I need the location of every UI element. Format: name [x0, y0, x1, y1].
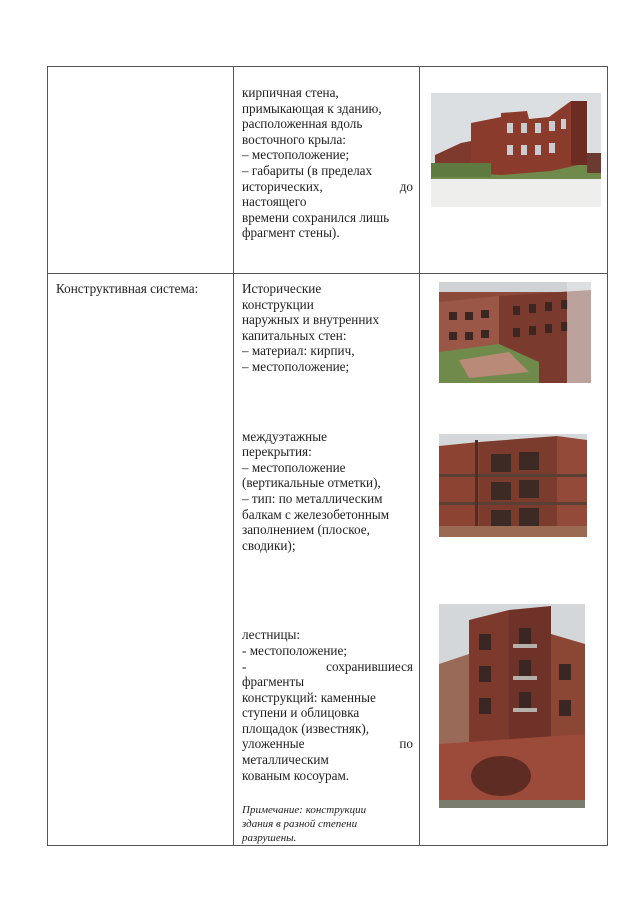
text-line: балкам с железобетонным — [242, 506, 390, 522]
text-line: перекрытия: — [242, 444, 312, 460]
east-wall-photo — [431, 93, 601, 207]
text-line: площадок (известняк), — [242, 720, 370, 736]
text-line: конструкций: каменные — [242, 689, 376, 705]
text-line: – материал: кирпич, — [242, 343, 355, 359]
row1-middle-cell — [234, 67, 420, 274]
text-line: сводики); — [242, 537, 296, 553]
text-word: до — [399, 178, 413, 194]
text-line: конструкции — [242, 296, 314, 312]
text-line: наружных и внутренних — [242, 312, 380, 328]
justified-line — [242, 179, 413, 195]
text-line: (вертикальные отметки), — [242, 475, 381, 491]
text-line: настоящего — [242, 194, 307, 210]
text-line: восточного крыла: — [242, 131, 346, 147]
justified-line — [242, 736, 413, 752]
text-line: фрагменты — [242, 674, 305, 690]
floors-block — [242, 429, 413, 554]
note-line: здания в разной степени — [242, 818, 358, 831]
east-wall-description — [234, 67, 419, 241]
text-line: лестницы: — [242, 627, 301, 643]
note-line: Примечание: конструкции — [242, 804, 367, 817]
text-word: сохранившиеся — [326, 658, 413, 674]
text-line: - местоположение; — [242, 642, 347, 658]
text-line: капитальных стен: — [242, 327, 347, 343]
structural-description — [234, 274, 419, 845]
walls-block — [242, 281, 413, 375]
text-line: кирпичная стена, — [242, 85, 339, 100]
section-label: Конструктивная система: — [56, 281, 199, 296]
row2-middle-cell — [234, 274, 420, 846]
note-text — [242, 803, 413, 845]
text-line: заполнением (плоское, — [242, 522, 370, 538]
row2-left-cell — [48, 274, 234, 846]
text-line: фрагмент стены). — [242, 225, 340, 241]
text-word: по — [399, 736, 413, 752]
text-line: Исторические — [242, 281, 322, 296]
text-line: времени сохранился лишь — [242, 209, 390, 225]
text-line: примыкающая к зданию, — [242, 100, 382, 116]
text-word: уложенные — [242, 736, 305, 752]
text-line: – местоположение; — [242, 147, 350, 163]
row1-left-cell — [48, 67, 234, 274]
justified-line — [242, 659, 413, 675]
text-line: кованым косоурам. — [242, 767, 350, 783]
text-line: расположенная вдоль — [242, 116, 363, 132]
stairs-block — [242, 627, 413, 783]
floors-photo — [439, 434, 587, 537]
text-line: междуэтажные — [242, 428, 327, 444]
text-line: – тип: по металлическим — [242, 490, 383, 506]
note-line: разрушены. — [242, 832, 297, 845]
text-line: металлическим — [242, 752, 329, 768]
text-line: – местоположение — [242, 459, 346, 475]
walls-photo — [439, 282, 591, 383]
text-line: ступени и облицовка — [242, 705, 360, 721]
text-word: исторических, — [242, 178, 323, 194]
text-line: – габариты (в пределах — [242, 162, 373, 178]
stairs-photo — [439, 604, 585, 808]
text-word: - — [242, 658, 247, 674]
text-line: – местоположение; — [242, 358, 350, 374]
